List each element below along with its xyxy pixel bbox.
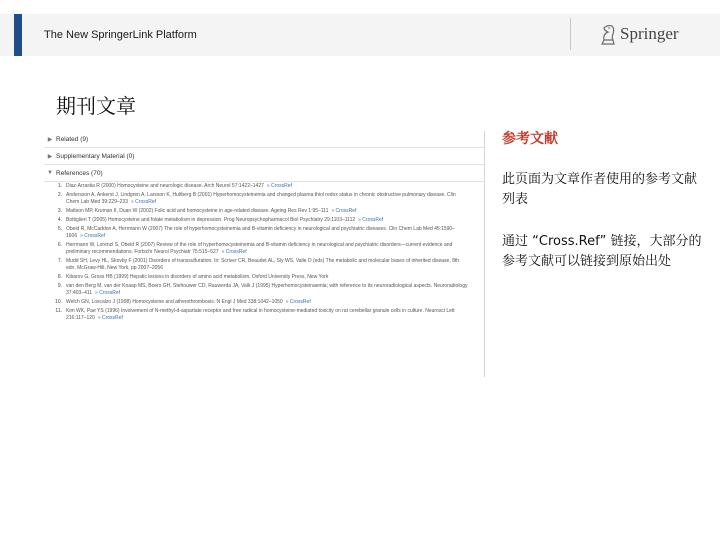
crossref-link[interactable]: » CrossRef	[95, 290, 121, 296]
reference-text: Welch GN, Loscalzo J (1998) Homocysteine and atherothrombosis. N Engl J Med 338:1042–1050 » CrossRef	[66, 299, 311, 305]
crossref-link[interactable]: » CrossRef	[97, 315, 123, 321]
reference-text: Mattson MP, Kruman II, Duan W (2002) Folic acid and homocysteine in age-related disease. Ageing Res Rev 1:95–111 » CrossRef	[66, 208, 357, 214]
reference-item	[48, 183, 484, 190]
reference-text: van den Berg M, van der Knaap MS, Boers GH, Stehouwer CD, Rauwerda JA, Valk J (1995) Hyperhomocysteinaemia; with reference to its neuroradiological aspects. Neuroradiology 37:403–411 » CrossRef	[66, 283, 468, 296]
crossref-link[interactable]: » CrossRef	[131, 199, 157, 205]
notes-paragraph-1: 此页面为文章作者使用的参考文献列表	[502, 172, 698, 207]
section-label: Supplementary Material (0)	[56, 152, 135, 160]
reference-item	[48, 226, 484, 240]
crossref-link[interactable]: » CrossRef	[266, 183, 292, 189]
crossref-link[interactable]: » CrossRef	[80, 233, 106, 239]
logo-text: Springer	[620, 24, 679, 43]
reference-item	[48, 274, 484, 281]
page-title: 期刊文章	[56, 94, 136, 118]
reference-item	[48, 299, 484, 306]
reference-text: Mudd SH, Levy HL, Skovby F (2001) Disorders of transsulfuration. In: Scriver CR, Beaudet AL, Sly WS, Valle D (eds) The metabolic and molecular bases of inherited disease, 8th edn. McGraw-Hill, New York, pp 2007–2056	[66, 258, 460, 271]
notes-heading: 参考文献	[502, 131, 558, 147]
reference-item	[48, 208, 484, 215]
header-accent	[14, 14, 22, 56]
reference-text: Diaz-Arrastia R (2000) Homocysteine and neurologic disease. Arch Neurol 57:1422–1427 » CrossRef	[66, 183, 292, 189]
section-related[interactable]	[44, 131, 484, 148]
reference-number: 10.	[55, 299, 62, 305]
collapse-triangle-icon: ▼	[47, 170, 53, 176]
reference-number: 11.	[55, 308, 62, 314]
article-screenshot-panel	[44, 131, 485, 377]
reference-number: 6.	[57, 242, 62, 248]
reference-number: 8.	[57, 274, 62, 280]
reference-number: 4.	[57, 217, 62, 223]
expand-triangle-icon: ▶	[47, 153, 53, 160]
reference-item	[48, 258, 484, 272]
reference-text: Kim WK, Pae YS (1996) Involvement of N-methyl-d-aspartate receptor and free radical in homocysteine-mediated toxicity on rat cerebellar granule cells in culture. Neurosci Lett 216:117–120 » CrossRef	[66, 308, 455, 321]
crossref-link[interactable]: » CrossRef	[331, 208, 357, 214]
reference-item	[48, 242, 484, 256]
notes-paragraph-2: 通过 “Cross.Ref” 链接，大部分的参考文献可以链接到原始出处	[502, 234, 702, 269]
reference-text: Andersson A, Ankerst J, Lindgren A, Larsson K, Hultberg B (2001) Hyperhomocysteinemia and changed plasma thiol redox status in chronic obstructive pulmonary disease. Clin Chem Lab Med 39:229–233 » CrossRef	[66, 192, 456, 205]
reference-item	[48, 217, 484, 224]
section-label: References (70)	[56, 169, 103, 177]
reference-number: 2.	[57, 192, 62, 198]
reference-number: 7.	[57, 258, 62, 264]
reference-item	[48, 283, 484, 297]
reference-number: 5.	[57, 226, 62, 232]
platform-title: The New SpringerLink Platform	[44, 29, 197, 41]
crossref-link[interactable]: » CrossRef	[221, 249, 247, 255]
reference-number: 9.	[57, 283, 62, 289]
section-references[interactable]	[44, 165, 484, 182]
expand-triangle-icon: ▶	[47, 136, 53, 143]
section-label: Related (9)	[56, 135, 89, 143]
reference-number: 3.	[57, 208, 62, 214]
reference-item	[48, 308, 484, 322]
crossref-link[interactable]: » CrossRef	[358, 217, 384, 223]
reference-number: 1.	[57, 183, 62, 189]
header-divider	[570, 18, 571, 50]
reference-list	[44, 182, 484, 322]
reference-text: Bottiglieri T (2005) Homocysteine and folate metabolism in depression. Prog Neuropsychopharmacol Biol Psychiatry 29:1103–1112 » CrossRef	[66, 217, 384, 223]
reference-text: Kibarov G, Gross HB (1999) Hepatic lesions in disorders of amino acid metabolism. Oxford University Press, New York	[66, 274, 329, 280]
reference-text: Obeid R, McCaddon A, Herrmann W (2007) The role of hyperhomocysteinemia and B-vitamin deficiency in neurological and psychiatric diseases. Clin Chem Lab Med 45:1590–1606 » CrossRef	[66, 226, 455, 239]
reference-text: Herrmann W, Lorenzl S, Obeid R (2007) Review of the role of hyperhomocysteinemia and B-vitamin deficiency in neurological and psychiatric disorders—current evidence and preliminary recommendations. Fortschr Neurol Psychiatr 75:515–527 » CrossRef	[66, 242, 453, 255]
notes-column	[502, 128, 702, 294]
springer-logo[interactable]	[598, 22, 688, 48]
reference-item	[48, 192, 484, 206]
crossref-link[interactable]: » CrossRef	[285, 299, 311, 305]
section-supplementary[interactable]	[44, 148, 484, 165]
chess-knight-icon	[598, 22, 618, 46]
